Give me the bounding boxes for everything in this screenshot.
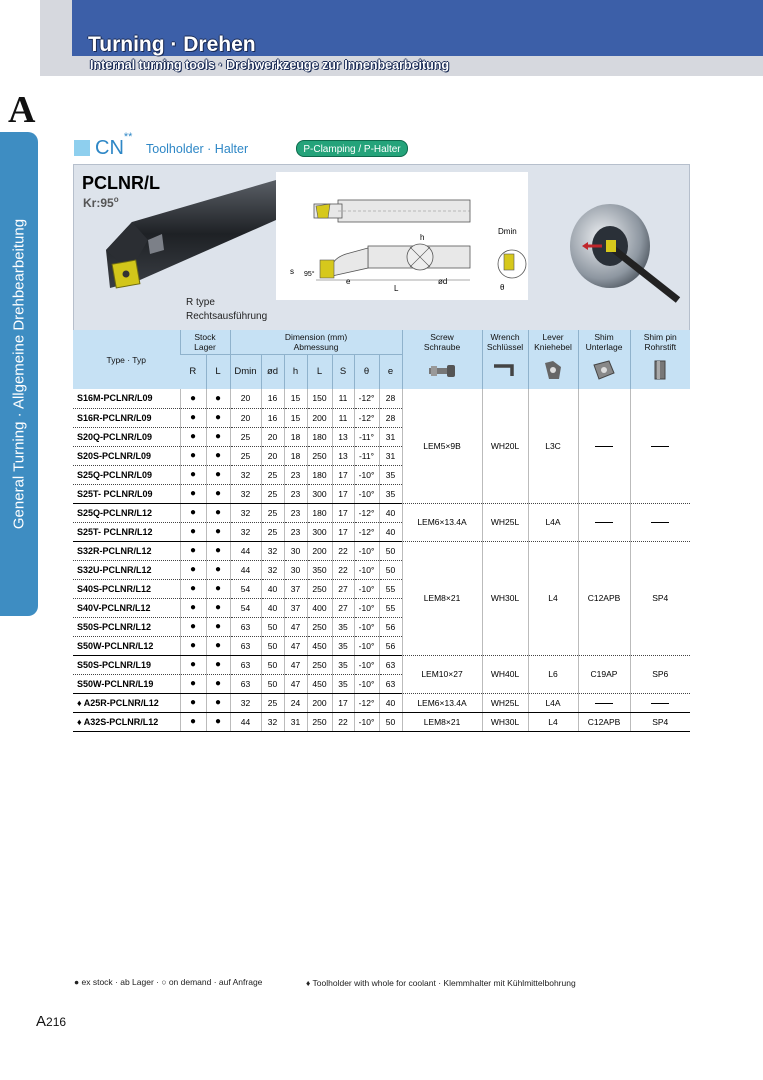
section-letter: A — [8, 89, 36, 131]
shim-pin-icon — [630, 354, 690, 389]
cell-h: 47 — [284, 617, 307, 636]
cell-r: ● — [180, 427, 206, 446]
cell-od: 32 — [261, 560, 284, 579]
cell-s: 22 — [332, 560, 354, 579]
cell-wrench: WH25L — [482, 503, 528, 541]
cell-e: 56 — [379, 617, 402, 636]
cell-theta: -10° — [354, 655, 379, 674]
cell-h: 30 — [284, 560, 307, 579]
cell-r: ● — [180, 655, 206, 674]
cell-s: 17 — [332, 484, 354, 503]
cell-lever: L6 — [528, 655, 578, 693]
cell-theta: -12° — [354, 503, 379, 522]
cell-e: 40 — [379, 693, 402, 712]
approach-angle — [83, 195, 119, 210]
cell-h: 23 — [284, 484, 307, 503]
cell-od: 50 — [261, 617, 284, 636]
pin-en: Shim pin — [643, 332, 677, 342]
wrench-de: Schlüssel — [486, 342, 524, 352]
cell-wrench: WH40L — [482, 655, 528, 693]
cell-e: 31 — [379, 427, 402, 446]
cell-type: S16R-PCLNR/L09 — [73, 408, 180, 427]
shim-de: Unterlage — [585, 342, 623, 352]
cell-s: 27 — [332, 579, 354, 598]
cell-r: ● — [180, 636, 206, 655]
wrench-en: Wrench — [490, 332, 520, 342]
dim-h-label: h — [420, 233, 425, 242]
cell-r: ● — [180, 712, 206, 731]
shim-en: Shim — [594, 332, 614, 342]
cell-l: ● — [206, 503, 230, 522]
technical-drawing — [276, 172, 528, 300]
cell-theta: -10° — [354, 712, 379, 731]
insert-code-sup: ** — [123, 131, 133, 144]
cell-wrench: WH25L — [482, 693, 528, 712]
cell-l: ● — [206, 617, 230, 636]
cell-l: ● — [206, 446, 230, 465]
cell-h: 15 — [284, 389, 307, 408]
cell-shim — [578, 389, 630, 503]
cell-L: 180 — [307, 427, 332, 446]
shim-icon — [578, 354, 630, 389]
cell-r: ● — [180, 465, 206, 484]
cell-r: ● — [180, 617, 206, 636]
dim-od-label: ød — [438, 277, 448, 286]
cell-L: 200 — [307, 541, 332, 560]
cell-type: ♦ A25R-PCLNR/L12 — [73, 693, 180, 712]
cell-h: 30 — [284, 541, 307, 560]
cell-dmin: 25 — [230, 446, 261, 465]
cell-dmin: 63 — [230, 636, 261, 655]
cell-dmin: 54 — [230, 598, 261, 617]
cell-s: 27 — [332, 598, 354, 617]
cell-dmin: 32 — [230, 693, 261, 712]
cell-theta: -12° — [354, 408, 379, 427]
cell-r: ● — [180, 674, 206, 693]
cell-s: 35 — [332, 636, 354, 655]
cell-od: 40 — [261, 579, 284, 598]
cell-l: ● — [206, 560, 230, 579]
cell-theta: -12° — [354, 389, 379, 408]
cell-type: S40S-PCLNR/L12 — [73, 579, 180, 598]
cell-e: 55 — [379, 598, 402, 617]
stock-legend: ● ex stock · ab Lager · ○ on demand · auf Anfrage — [74, 977, 263, 987]
cell-theta: -10° — [354, 560, 379, 579]
table-row — [73, 541, 690, 560]
stock-en: Stock — [194, 331, 216, 342]
cell-l: ● — [206, 541, 230, 560]
cell-L: 350 — [307, 560, 332, 579]
cell-l: ● — [206, 712, 230, 731]
cell-theta: -12° — [354, 693, 379, 712]
cell-s: 13 — [332, 446, 354, 465]
pin-de: Rohrstift — [644, 342, 677, 352]
cell-h: 18 — [284, 427, 307, 446]
cell-type: S25T- PCLNR/L09 — [73, 484, 180, 503]
cell-pin — [630, 693, 690, 712]
cell-L: 450 — [307, 674, 332, 693]
cell-shim: C19AP — [578, 655, 630, 693]
cell-s: 17 — [332, 522, 354, 541]
cell-r: ● — [180, 541, 206, 560]
not-applicable-dash — [595, 446, 613, 447]
cell-lever: L3C — [528, 389, 578, 503]
cell-r: ● — [180, 503, 206, 522]
not-applicable-dash — [651, 446, 669, 447]
cell-pin: SP6 — [630, 655, 690, 693]
dim-dmin-label: Dmin — [498, 227, 517, 236]
page-number-value: 216 — [46, 1015, 67, 1029]
cell-type: S50W-PCLNR/L19 — [73, 674, 180, 693]
cell-shim — [578, 693, 630, 712]
cell-s: 17 — [332, 465, 354, 484]
cell-theta: -10° — [354, 465, 379, 484]
section-label: Toolholder · Halter — [146, 142, 249, 156]
insert-code-text: CN — [95, 137, 124, 159]
cell-od: 32 — [261, 712, 284, 731]
cell-wrench: WH20L — [482, 389, 528, 503]
col-screw — [402, 330, 482, 354]
cell-shim — [578, 503, 630, 541]
cell-type: S32R-PCLNR/L12 — [73, 541, 180, 560]
cell-type: S25T- PCLNR/L12 — [73, 522, 180, 541]
dim-en: Dimension (mm) — [284, 331, 348, 342]
screw-icon — [402, 354, 482, 389]
degree-sup: o — [113, 195, 119, 204]
col-h: h — [284, 354, 307, 389]
cell-od: 50 — [261, 636, 284, 655]
cell-r: ● — [180, 522, 206, 541]
cell-e: 50 — [379, 560, 402, 579]
toolholder-table — [73, 330, 690, 732]
col-l: L — [206, 354, 230, 389]
application-photo — [548, 190, 688, 304]
cell-od: 20 — [261, 446, 284, 465]
cell-s: 17 — [332, 503, 354, 522]
cell-dmin: 44 — [230, 712, 261, 731]
cell-L: 250 — [307, 446, 332, 465]
cell-od: 50 — [261, 674, 284, 693]
cell-theta: -10° — [354, 617, 379, 636]
cell-type: S50W-PCLNR/L12 — [73, 636, 180, 655]
screw-de: Schraube — [423, 342, 461, 352]
cell-e: 28 — [379, 389, 402, 408]
cell-s: 11 — [332, 408, 354, 427]
dim-de: Abmessung — [293, 341, 339, 352]
coolant-legend: ♦ Toolholder with whole for coolant · Klemmhalter mit Kühlmittelbohrung — [306, 978, 576, 988]
col-stock — [180, 330, 230, 354]
cell-od: 32 — [261, 541, 284, 560]
col-lever — [528, 330, 578, 354]
cell-e: 50 — [379, 541, 402, 560]
cell-od: 20 — [261, 427, 284, 446]
col-dmin: Dmin — [230, 354, 261, 389]
cell-type: S40V-PCLNR/L12 — [73, 598, 180, 617]
cell-e: 63 — [379, 655, 402, 674]
col-e: e — [379, 354, 402, 389]
cell-r: ● — [180, 579, 206, 598]
cell-r: ● — [180, 598, 206, 617]
model-name: PCLNR/L — [82, 173, 160, 193]
cell-e: 63 — [379, 674, 402, 693]
cell-h: 23 — [284, 503, 307, 522]
page-title: Turning · Drehen — [88, 33, 256, 56]
cell-dmin: 32 — [230, 503, 261, 522]
cell-dmin: 54 — [230, 579, 261, 598]
cell-od: 25 — [261, 693, 284, 712]
toolholder-photo — [100, 180, 276, 310]
cell-s: 22 — [332, 712, 354, 731]
right-hand-type — [186, 296, 267, 324]
cell-pin — [630, 389, 690, 503]
dim-s-label: s — [290, 267, 294, 276]
cell-l: ● — [206, 484, 230, 503]
dim-theta-label: θ — [500, 283, 505, 292]
cell-pin — [630, 503, 690, 541]
cell-e: 31 — [379, 446, 402, 465]
cell-type: S25Q-PCLNR/L12 — [73, 503, 180, 522]
cell-lever: L4 — [528, 712, 578, 731]
cell-l: ● — [206, 408, 230, 427]
cell-s: 35 — [332, 674, 354, 693]
not-applicable-dash — [651, 703, 669, 704]
cell-dmin: 25 — [230, 427, 261, 446]
cell-L: 150 — [307, 389, 332, 408]
cell-h: 47 — [284, 674, 307, 693]
col-theta: θ — [354, 354, 379, 389]
cell-r: ● — [180, 560, 206, 579]
cell-type: S20Q-PCLNR/L09 — [73, 427, 180, 446]
cell-r: ● — [180, 446, 206, 465]
table-row — [73, 655, 690, 674]
cell-lever: L4A — [528, 693, 578, 712]
col-length: L — [307, 354, 332, 389]
cell-theta: -10° — [354, 598, 379, 617]
col-shim — [578, 330, 630, 354]
cell-dmin: 63 — [230, 655, 261, 674]
cell-type: S50S-PCLNR/L12 — [73, 617, 180, 636]
cell-l: ● — [206, 579, 230, 598]
cell-e: 35 — [379, 465, 402, 484]
cell-s: 35 — [332, 655, 354, 674]
side-tab-text: General Turning · Allgemeine Drehbearbeitung — [10, 218, 28, 530]
cell-dmin: 32 — [230, 484, 261, 503]
cell-l: ● — [206, 655, 230, 674]
cell-L: 300 — [307, 522, 332, 541]
cell-h: 23 — [284, 522, 307, 541]
cell-l: ● — [206, 674, 230, 693]
cell-h: 15 — [284, 408, 307, 427]
stock-de: Lager — [194, 341, 216, 352]
cell-screw: LEM6×13.4A — [402, 693, 482, 712]
lever-icon — [528, 354, 578, 389]
cell-l: ● — [206, 636, 230, 655]
cell-L: 250 — [307, 655, 332, 674]
cell-screw: LEM10×27 — [402, 655, 482, 693]
cell-e: 56 — [379, 636, 402, 655]
cell-r: ● — [180, 484, 206, 503]
wrench-icon — [482, 354, 528, 389]
cell-od: 16 — [261, 389, 284, 408]
cell-type: S50S-PCLNR/L19 — [73, 655, 180, 674]
cell-wrench: WH30L — [482, 712, 528, 731]
col-type: Type · Typ — [73, 330, 180, 389]
cell-theta: -10° — [354, 674, 379, 693]
cell-od: 25 — [261, 465, 284, 484]
cell-l: ● — [206, 522, 230, 541]
approach-angle-value: Kr:95 — [83, 196, 114, 210]
cell-dmin: 63 — [230, 617, 261, 636]
not-applicable-dash — [595, 522, 613, 523]
col-r: R — [180, 354, 206, 389]
cell-l: ● — [206, 465, 230, 484]
insert-code — [95, 131, 133, 160]
cell-h: 47 — [284, 636, 307, 655]
cell-type: ♦ A32S-PCLNR/L12 — [73, 712, 180, 731]
cell-s: 13 — [332, 427, 354, 446]
not-applicable-dash — [595, 703, 613, 704]
cell-r: ● — [180, 693, 206, 712]
page-subtitle: Internal turning tools · Drehwerkzeuge zur Innenbearbeitung — [90, 58, 450, 72]
col-od: ød — [261, 354, 284, 389]
rtype-en: R type — [186, 297, 215, 308]
cell-L: 200 — [307, 693, 332, 712]
cell-lever: L4 — [528, 541, 578, 655]
table-row — [73, 389, 690, 408]
cell-dmin: 32 — [230, 465, 261, 484]
cell-L: 400 — [307, 598, 332, 617]
cell-theta: -10° — [354, 541, 379, 560]
cell-od: 25 — [261, 522, 284, 541]
cell-L: 180 — [307, 503, 332, 522]
dim-angle-label: 95° — [304, 271, 315, 278]
cell-e: 35 — [379, 484, 402, 503]
cell-l: ● — [206, 598, 230, 617]
cell-e: 40 — [379, 503, 402, 522]
cell-l: ● — [206, 693, 230, 712]
col-s: S — [332, 354, 354, 389]
cell-L: 180 — [307, 465, 332, 484]
not-applicable-dash — [651, 522, 669, 523]
cell-theta: -10° — [354, 579, 379, 598]
cell-L: 450 — [307, 636, 332, 655]
cell-h: 47 — [284, 655, 307, 674]
cell-od: 25 — [261, 484, 284, 503]
cell-r: ● — [180, 408, 206, 427]
table-row — [73, 693, 690, 712]
cell-s: 11 — [332, 389, 354, 408]
cell-shim: C12APB — [578, 541, 630, 655]
cell-theta: -11° — [354, 427, 379, 446]
cell-h: 31 — [284, 712, 307, 731]
page-number — [36, 1013, 66, 1030]
cell-od: 25 — [261, 503, 284, 522]
cell-theta: -11° — [354, 446, 379, 465]
cell-L: 250 — [307, 712, 332, 731]
cell-type: S25Q-PCLNR/L09 — [73, 465, 180, 484]
cell-screw: LEM5×9B — [402, 389, 482, 503]
col-pin — [630, 330, 690, 354]
dim-e-label: e — [346, 277, 351, 286]
cell-L: 200 — [307, 408, 332, 427]
cell-r: ● — [180, 389, 206, 408]
cell-e: 28 — [379, 408, 402, 427]
cell-dmin: 44 — [230, 560, 261, 579]
cell-screw: LEM6×13.4A — [402, 503, 482, 541]
cell-e: 40 — [379, 522, 402, 541]
clamping-badge: P-Clamping / P-Halter — [296, 140, 408, 157]
cell-od: 40 — [261, 598, 284, 617]
col-wrench — [482, 330, 528, 354]
cell-e: 50 — [379, 712, 402, 731]
cell-h: 23 — [284, 465, 307, 484]
cell-type: S32U-PCLNR/L12 — [73, 560, 180, 579]
cell-wrench: WH30L — [482, 541, 528, 655]
cell-od: 16 — [261, 408, 284, 427]
cell-s: 22 — [332, 541, 354, 560]
cell-l: ● — [206, 427, 230, 446]
lever-de: Kniehebel — [534, 342, 572, 352]
table-row — [73, 712, 690, 731]
cell-L: 250 — [307, 617, 332, 636]
cell-L: 300 — [307, 484, 332, 503]
cell-dmin: 20 — [230, 408, 261, 427]
cell-dmin: 20 — [230, 389, 261, 408]
cell-h: 24 — [284, 693, 307, 712]
cell-type: S20S-PCLNR/L09 — [73, 446, 180, 465]
cell-pin: SP4 — [630, 541, 690, 655]
table-row — [73, 503, 690, 522]
cell-L: 250 — [307, 579, 332, 598]
cell-theta: -12° — [354, 522, 379, 541]
cell-lever: L4A — [528, 503, 578, 541]
page-prefix: A — [36, 1013, 47, 1030]
cell-type: S16M-PCLNR/L09 — [73, 389, 180, 408]
cell-dmin: 44 — [230, 541, 261, 560]
section-marker — [74, 140, 90, 156]
screw-en: Screw — [430, 332, 454, 342]
lever-en: Lever — [542, 332, 564, 342]
cell-screw: LEM8×21 — [402, 712, 482, 731]
cell-l: ● — [206, 389, 230, 408]
cell-h: 37 — [284, 579, 307, 598]
col-dimension — [230, 330, 402, 354]
cell-dmin: 32 — [230, 522, 261, 541]
cell-theta: -10° — [354, 484, 379, 503]
cell-h: 18 — [284, 446, 307, 465]
cell-pin: SP4 — [630, 712, 690, 731]
cell-s: 35 — [332, 617, 354, 636]
cell-s: 17 — [332, 693, 354, 712]
cell-screw: LEM8×21 — [402, 541, 482, 655]
cell-od: 50 — [261, 655, 284, 674]
cell-e: 55 — [379, 579, 402, 598]
cell-h: 37 — [284, 598, 307, 617]
dim-L-label: L — [394, 284, 399, 293]
cell-shim: C12APB — [578, 712, 630, 731]
cell-dmin: 63 — [230, 674, 261, 693]
cell-theta: -10° — [354, 636, 379, 655]
rtype-de: Rechtsausführung — [186, 311, 268, 322]
